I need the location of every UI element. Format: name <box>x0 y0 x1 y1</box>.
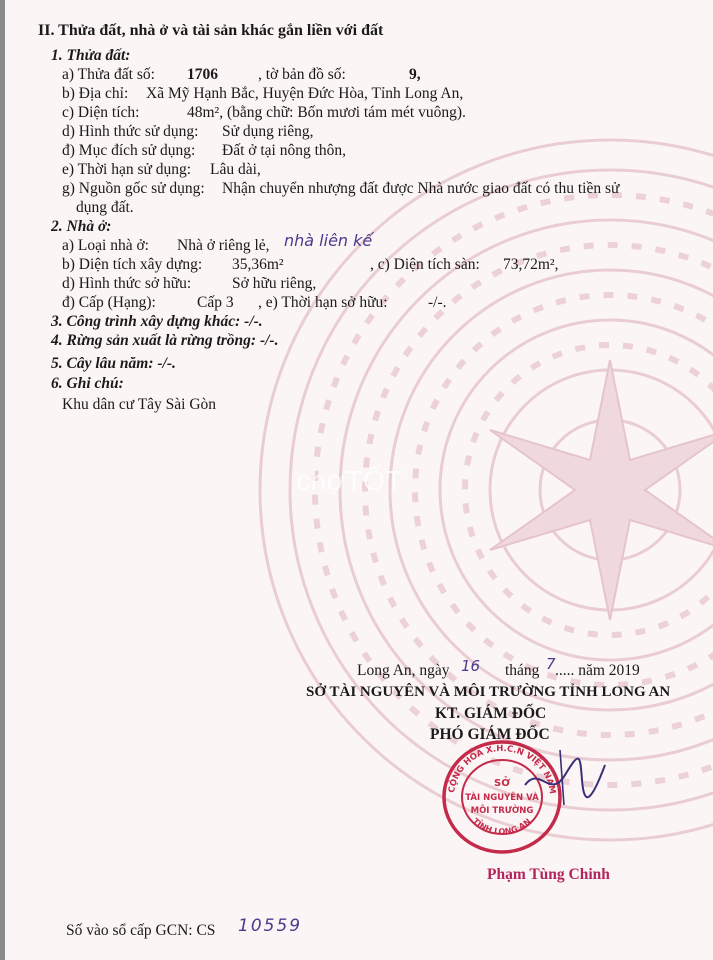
grade-value: Cấp 3 <box>197 294 234 311</box>
date-prefix: Long An, ngày <box>357 662 450 679</box>
notes-text: Khu dân cư Tây Sài Gòn <box>62 396 217 413</box>
map-sheet-number: 9, <box>409 66 421 83</box>
own-term-label: , e) Thời hạn sở hữu: <box>258 294 388 311</box>
seal-line2: TÀI NGUYÊN VÀ <box>465 793 539 803</box>
seal-line1: SỞ <box>494 778 510 789</box>
parcel-number: 1706 <box>187 66 218 83</box>
origin-label: g) Nguồn gốc sử dụng: <box>62 180 205 197</box>
date-day: 16 <box>461 657 481 675</box>
build-area-label: b) Diện tích xây dựng: <box>62 256 203 273</box>
date-month: 7 <box>546 655 556 673</box>
perennial-line: 5. Cây lâu năm: -/-. <box>51 355 176 372</box>
own-term-value: -/-. <box>428 294 447 311</box>
address-value: Xã Mỹ Hạnh Bắc, Huyện Đức Hòa, Tỉnh Long An, <box>146 85 464 102</box>
seal-line3: MÔI TRƯỜNG <box>470 806 534 816</box>
section-title: II. Thửa đất, nhà ở và tài sản khác gắn liền với đất <box>38 22 384 39</box>
term-label: e) Thời hạn sử dụng: <box>62 161 192 178</box>
area-value: 48m², (bằng chữ: Bốn mươi tám mét vuông). <box>187 104 466 121</box>
signer-name: Phạm Tùng Chinh <box>487 866 610 883</box>
floor-area-value: 73,72m², <box>503 256 559 273</box>
scan-edge <box>0 0 5 960</box>
seal-outer-text: CỘNG HÒA X.H.C.N VIỆT NAM <box>447 743 558 795</box>
use-form-label: d) Hình thức sử dụng: <box>62 123 199 140</box>
svg-text:TỈNH LONG AN <box>471 816 533 836</box>
issuer-name: SỞ TÀI NGUYÊN VÀ MÔI TRƯỜNG TỈNH LONG AN <box>306 684 671 700</box>
purpose-label: đ) Mục đích sử dụng: <box>62 142 196 159</box>
signature-scribble <box>520 745 610 815</box>
deputy-director: PHÓ GIÁM ĐỐC <box>430 726 550 743</box>
term-value: Lâu dài, <box>210 161 261 178</box>
register-label: Số vào sổ cấp GCN: CS <box>66 922 216 939</box>
house-type-handwritten: nhà liên kế <box>284 231 373 250</box>
use-form-value: Sử dụng riêng, <box>222 123 314 140</box>
watermark-logo: chợTỐT <box>296 465 403 496</box>
purpose-value: Đất ở tại nông thôn, <box>222 142 346 159</box>
origin-value-line1: Nhận chuyển nhượng đất được Nhà nước giao đất có thu tiền sử <box>222 180 620 197</box>
origin-value-line2: dụng đất. <box>76 199 134 216</box>
build-area-value: 35,36m² <box>232 256 284 273</box>
ownership-label: d) Hình thức sở hữu: <box>62 275 192 292</box>
notes-heading: 6. Ghi chú: <box>51 375 124 392</box>
grade-label: đ) Cấp (Hạng): <box>62 294 156 311</box>
address-label: b) Địa chỉ: <box>62 85 129 102</box>
other-works-line: 3. Công trình xây dựng khác: -/-. <box>51 313 263 330</box>
parcel-label: a) Thửa đất số: <box>62 66 155 83</box>
house-type-value: Nhà ở riêng lẻ, <box>177 237 270 254</box>
house-type-label: a) Loại nhà ở: <box>62 237 149 254</box>
area-label: c) Diện tích: <box>62 104 140 121</box>
ownership-value: Sở hữu riêng, <box>232 275 317 292</box>
date-year: ..... năm 2019 <box>555 662 640 679</box>
seal-bottom-text: TỈNH LONG AN <box>470 816 533 837</box>
floor-area-label: , c) Diện tích sàn: <box>370 256 480 273</box>
house-heading: 2. Nhà ở: <box>51 218 112 235</box>
kt-director: KT. GIÁM ĐỐC <box>435 705 547 722</box>
register-number: 10559 <box>238 916 303 936</box>
forest-line: 4. Rừng sản xuất là rừng trồng: -/-. <box>51 332 279 349</box>
map-sheet-label: , tờ bản đồ số: <box>258 66 346 83</box>
date-month-label: tháng <box>505 662 540 679</box>
land-heading: 1. Thửa đất: <box>51 47 131 64</box>
